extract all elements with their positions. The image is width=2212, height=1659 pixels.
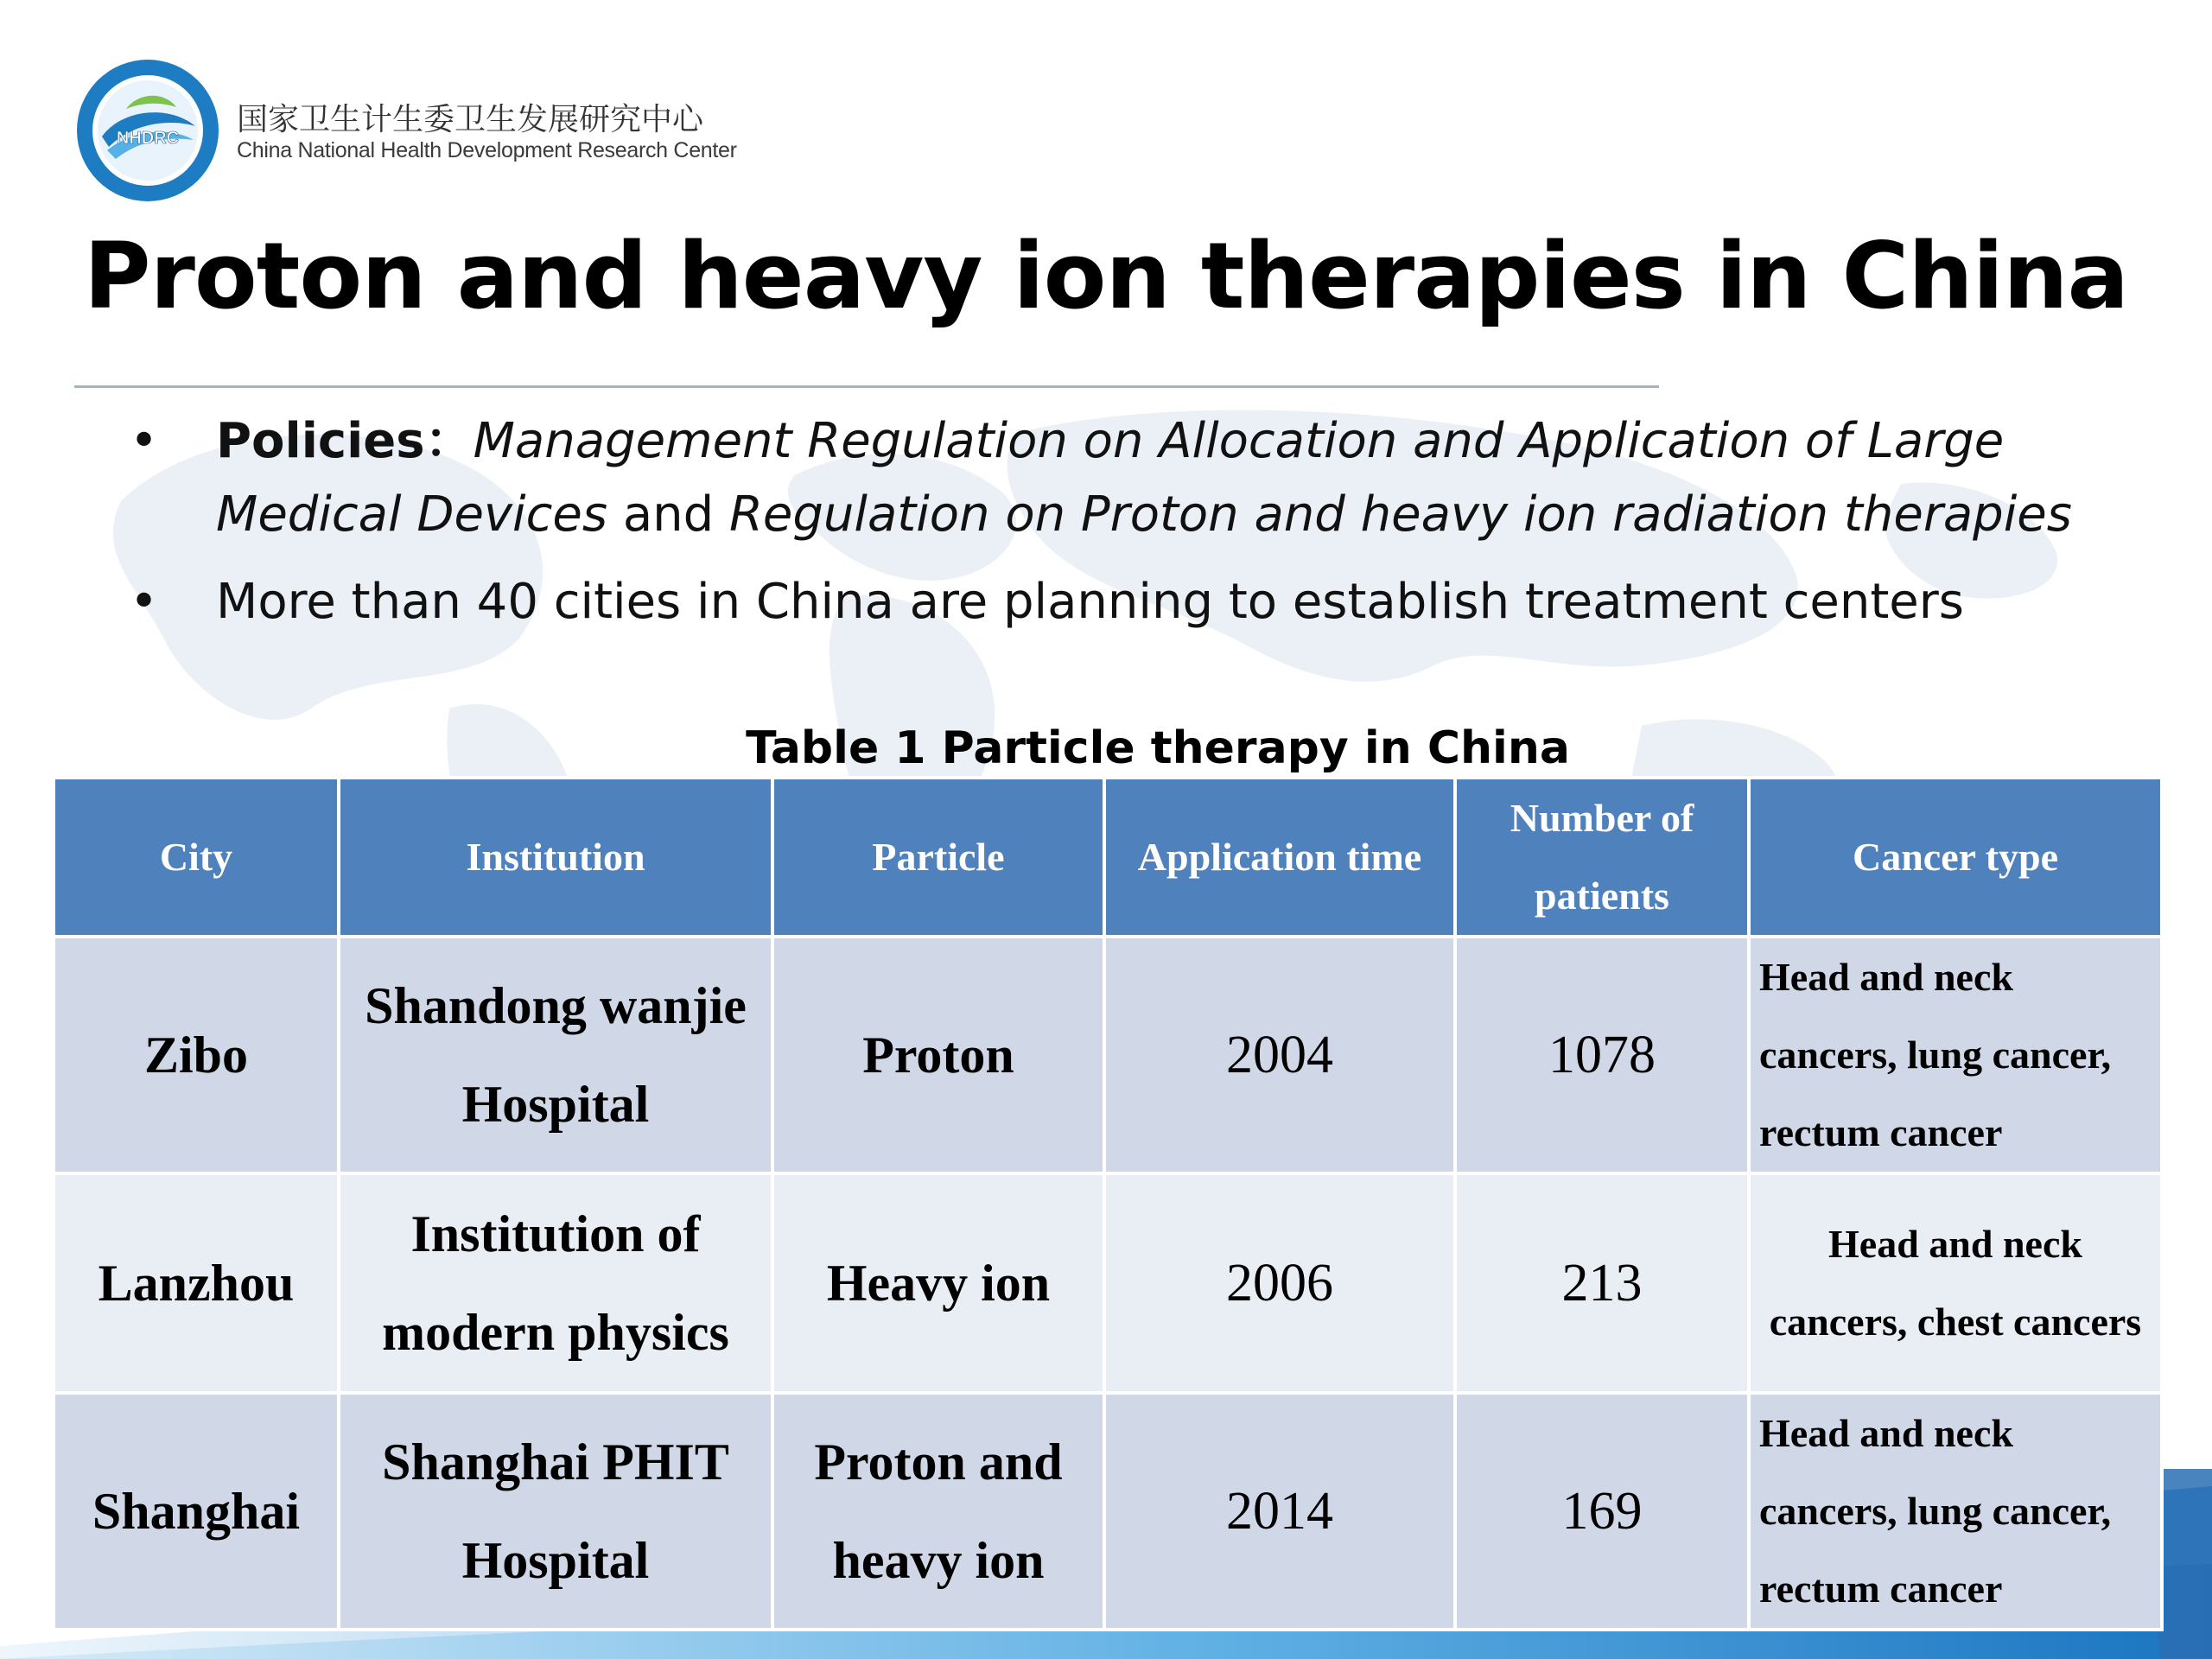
cell-city: Zibo	[54, 937, 339, 1173]
cell-patients: 169	[1455, 1393, 1749, 1630]
table-row	[54, 1173, 2162, 1393]
cell-cancer-type: Head and neck cancers, chest cancers	[1749, 1173, 2162, 1393]
policy-connector: and	[607, 486, 729, 543]
cell-particle: Proton	[772, 937, 1104, 1173]
cell-city: Lanzhou	[54, 1173, 339, 1393]
bullet-cities-text: More than 40 cities in China are planning to establish treatment centers	[216, 574, 1964, 630]
header-particle: Particle	[772, 778, 1104, 937]
bullet-cities	[130, 565, 2117, 639]
cell-particle: Heavy ion	[772, 1173, 1104, 1393]
cell-patients: 1078	[1455, 937, 1749, 1173]
bullet-dot-icon: •	[130, 574, 159, 630]
title-divider	[74, 385, 1659, 388]
header-institution: Institution	[339, 778, 772, 937]
bullet-dot-icon: •	[130, 413, 159, 469]
table-caption: Table 1 Particle therapy in China	[746, 722, 1570, 774]
header-application-time: Application time	[1104, 778, 1455, 937]
cell-application-time: 2014	[1104, 1393, 1455, 1630]
header-city: City	[54, 778, 339, 937]
cell-city: Shanghai	[54, 1393, 339, 1630]
cell-institution: Shanghai PHIT Hospital	[339, 1393, 772, 1630]
cell-application-time: 2004	[1104, 937, 1455, 1173]
cell-institution: Shandong wanjie Hospital	[339, 937, 772, 1173]
slide-title: Proton and heavy ion therapies in China	[83, 223, 2129, 329]
nhdrc-logo	[74, 57, 221, 204]
logo-lettering: NHDRC	[116, 129, 180, 148]
bullet-policies-label: Policies：	[216, 413, 474, 469]
cell-cancer-type: Head and neck cancers, lung cancer, rectum cancer	[1749, 937, 2162, 1173]
org-name-english: China National Health Development Research Center	[237, 138, 737, 162]
header-number-of-patients: Number of patients	[1455, 778, 1749, 937]
cell-particle: Proton and heavy ion	[772, 1393, 1104, 1630]
policy-title-1: Management Regulation on Allocation and Application of Large Medical Devices	[216, 413, 2005, 543]
header-cancer-type: Cancer type	[1749, 778, 2162, 937]
particle-therapy-table	[52, 776, 2164, 1631]
table-row	[54, 937, 2162, 1173]
table-row	[54, 1393, 2162, 1630]
policy-title-2: Regulation on Proton and heavy ion radiation therapies	[729, 486, 2072, 543]
cell-application-time: 2006	[1104, 1173, 1455, 1393]
cell-patients: 213	[1455, 1173, 1749, 1393]
bullet-list	[130, 404, 2117, 639]
cell-institution: Institution of modern physics	[339, 1173, 772, 1393]
cell-cancer-type: Head and neck cancers, lung cancer, rectum cancer	[1749, 1393, 2162, 1630]
bullet-policies	[130, 404, 2117, 551]
org-name-chinese: 国家卫生计生委卫生发展研究中心	[237, 102, 704, 137]
table-header-row	[54, 778, 2162, 937]
